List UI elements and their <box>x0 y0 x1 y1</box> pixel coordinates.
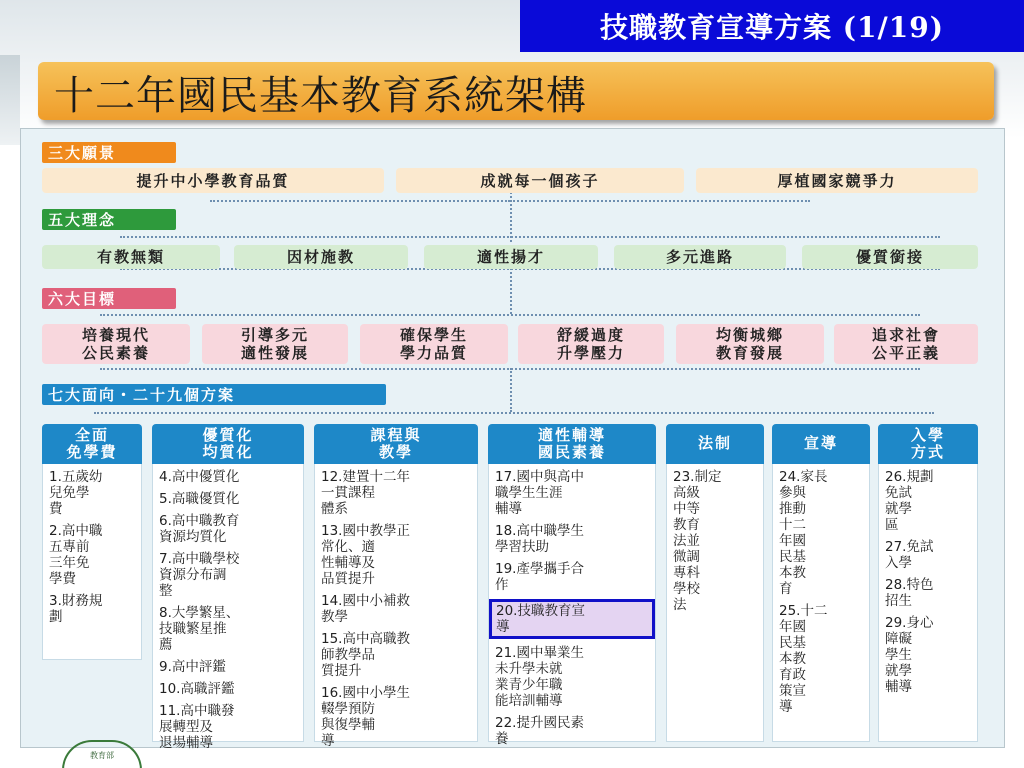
section-header-visions: 三大願景 <box>42 142 176 163</box>
plan-item: 19.產學攜手合 作 <box>495 561 584 593</box>
plan-item: 11.高中職發 展轉型及 退場輔導 <box>159 703 235 751</box>
connector <box>510 368 512 412</box>
plan-item: 25.十二 年國 民基 本教 育政 策宣 導 <box>779 603 828 715</box>
aspect-column-body <box>666 464 764 742</box>
connector <box>510 268 512 314</box>
aspect-column-header: 課程與 教學 <box>314 424 478 464</box>
goal-box: 確保學生 學力品質 <box>360 324 508 364</box>
plan-item: 2.高中職 五專前 三年免 學費 <box>49 523 103 587</box>
plan-item: 16.國中小學生 輟學預防 與復學輔 導 <box>321 685 410 749</box>
plan-item: 24.家長 參與 推動 十二 年國 民基 本教 育 <box>779 469 828 597</box>
aspect-column-body <box>878 464 978 742</box>
concept-box: 因材施教 <box>234 245 408 269</box>
concept-box: 有教無類 <box>42 245 220 269</box>
connector <box>94 412 934 424</box>
plan-item: 7.高中職學校 資源分布調 整 <box>159 551 240 599</box>
plan-item: 26.規劃 免試 就學 區 <box>885 469 934 533</box>
goal-box: 舒緩過度 升學壓力 <box>518 324 664 364</box>
aspect-column-header: 法制 <box>666 424 764 464</box>
aspect-column-header: 宣導 <box>772 424 870 464</box>
concept-box: 適性揚才 <box>424 245 598 269</box>
vision-box: 成就每一個孩子 <box>396 168 684 193</box>
aspect-column-body <box>152 464 304 751</box>
plan-item: 9.高中評鑑 <box>159 659 226 675</box>
goal-box: 培養現代 公民素養 <box>42 324 190 364</box>
plan-item: 1.五歲幼 兒免學 費 <box>49 469 103 517</box>
plan-item: 21.國中畢業生 未升學未就 業青少年職 能培訓輔導 <box>495 645 584 709</box>
plan-item: 18.高中職學生 學習扶助 <box>495 523 584 555</box>
plan-item: 23.制定 高級 中等 教育 法並 微調 專科 學校 法 <box>673 469 722 613</box>
aspect-column-header: 全面 免學費 <box>42 424 142 464</box>
goal-box: 引導多元 適性發展 <box>202 324 348 364</box>
concept-box: 多元進路 <box>614 245 786 269</box>
decorative-stripe <box>0 55 20 145</box>
plan-item: 28.特色 招生 <box>885 577 934 609</box>
aspect-column-body <box>42 464 142 660</box>
aspect-column-body <box>488 464 656 747</box>
highlighted-plan-item: 20.技職教育宣 導 <box>489 599 655 639</box>
plan-item: 29.身心 障礙 學生 就學 輔導 <box>885 615 934 695</box>
connector <box>510 192 810 202</box>
plan-item: 6.高中職教育 資源均質化 <box>159 513 240 545</box>
section-header-concepts: 五大理念 <box>42 209 176 230</box>
plan-item: 3.財務規 劃 <box>49 593 103 625</box>
logo-text: 教育部 <box>90 751 114 760</box>
connector <box>100 314 920 324</box>
plan-item: 8.大學繁星、 技職繁星推 薦 <box>159 605 240 653</box>
plan-item: 17.國中與高中 職學生生涯 輔導 <box>495 469 584 517</box>
aspect-column-body <box>314 464 478 749</box>
concept-box: 優質銜接 <box>802 245 978 269</box>
section-header-goals: 六大目標 <box>42 288 176 309</box>
aspect-column-header: 優質化 均質化 <box>152 424 304 464</box>
plan-item: 13.國中教學正 常化、適 性輔導及 品質提升 <box>321 523 410 587</box>
plan-item: 14.國中小補救 教學 <box>321 593 410 625</box>
plan-item: 15.高中高職教 師教學品 質提升 <box>321 631 410 679</box>
plan-item: 27.免試 入學 <box>885 539 934 571</box>
section-header-aspects: 七大面向・二十九個方案 <box>42 384 386 405</box>
plan-item: 5.高職優質化 <box>159 491 240 507</box>
goal-box: 追求社會 公平正義 <box>834 324 978 364</box>
plan-item: 10.高職評鑑 <box>159 681 235 697</box>
plan-item: 4.高中優質化 <box>159 469 240 485</box>
vision-box: 厚植國家競爭力 <box>696 168 978 193</box>
plan-item: 12.建置十二年 一貫課程 體系 <box>321 469 410 517</box>
goal-box: 均衡城鄉 教育發展 <box>676 324 824 364</box>
connector <box>210 192 510 202</box>
connector <box>510 192 512 242</box>
connector <box>120 268 940 278</box>
plan-item: 22.提升國民素 養 <box>495 715 584 747</box>
vision-box: 提升中小學教育品質 <box>42 168 384 193</box>
aspect-column-body <box>772 464 870 742</box>
aspect-column-header: 適性輔導 國民素養 <box>488 424 656 464</box>
aspect-column-header: 入學 方式 <box>878 424 978 464</box>
slide-banner: 技職教育宣導方案 (1/19) <box>520 0 1024 52</box>
page-title: 十二年國民基本教育系統架構 <box>54 73 587 119</box>
